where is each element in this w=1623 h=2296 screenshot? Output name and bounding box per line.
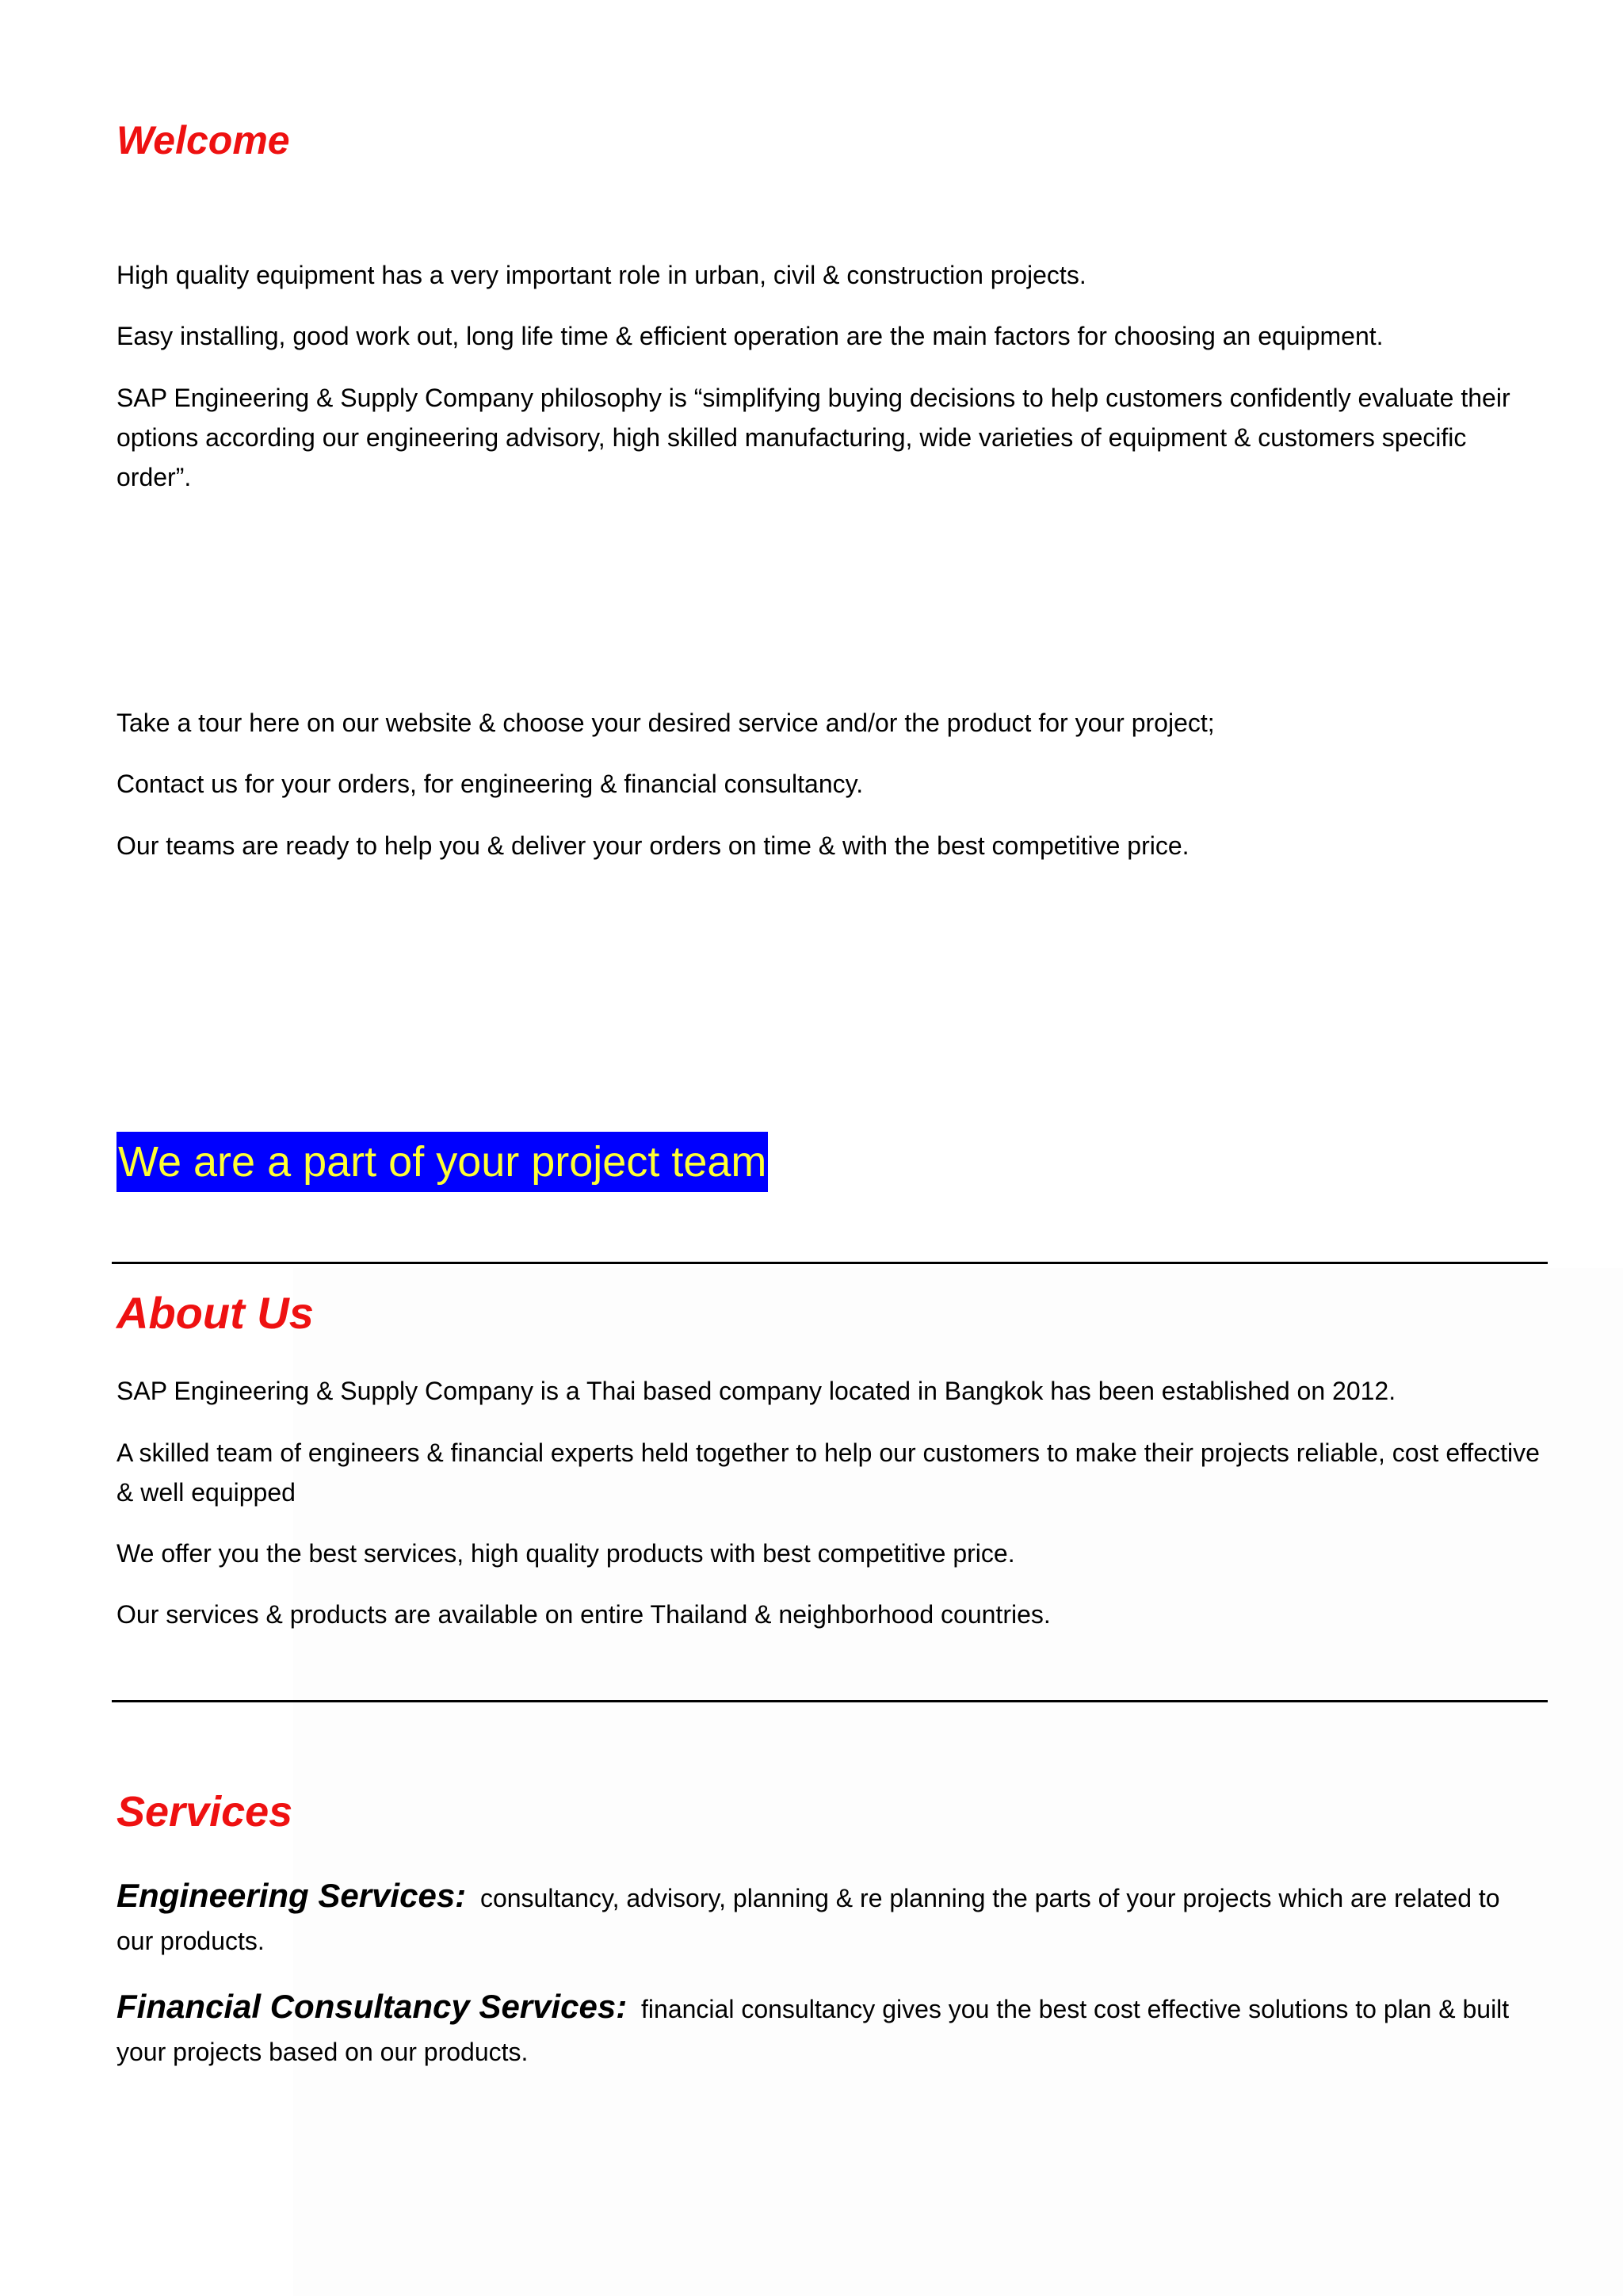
about-paragraph: Our services & products are available on entire Thailand & neighborhood countries. [116, 1600, 1051, 1629]
philosophy-paragraph: SAP Engineering & Supply Company philosophy is “simplifying buying decisions to help customers confidently evaluate their options according our engineering advisory, high skilled manufacturing, wide varieties of equipment & customers specific order”. [116, 384, 1510, 491]
financial-services-item [116, 1985, 1543, 2073]
welcome-heading: Welcome [116, 118, 290, 162]
about-paragraph: A skilled team of engineers & financial experts held together to help our customers to make their projects reliable, cost effective & well equipped [116, 1438, 1540, 1507]
welcome-paragraph: Our teams are ready to help you & deliver your orders on time & with the best competitive price. [116, 831, 1190, 860]
project-team-banner: We are a part of your project team [116, 1132, 768, 1192]
engineering-services-label: Engineering Services: [116, 1877, 467, 1914]
about-heading: About Us [116, 1288, 314, 1338]
welcome-paragraph: Take a tour here on our website & choose your desired service and/or the product for your project; [116, 709, 1215, 737]
section-divider [112, 1262, 1548, 1264]
welcome-paragraph: Contact us for your orders, for engineering & financial consultancy. [116, 770, 864, 798]
financial-services-text: financial consultancy gives you the best cost effective solutions to plan & built your projects based on our products. [116, 1995, 1510, 2066]
engineering-services-item [116, 1874, 1543, 1962]
section-divider [112, 1700, 1548, 1702]
engineering-services-text: consultancy, advisory, planning & re planning the parts of your projects which are related to our products. [116, 1884, 1500, 1955]
welcome-paragraph: Easy installing, good work out, long life time & efficient operation are the main factors for choosing an equipment. [116, 322, 1384, 350]
financial-services-label: Financial Consultancy Services: [116, 1988, 628, 2025]
welcome-paragraph: High quality equipment has a very important role in urban, civil & construction projects. [116, 261, 1086, 289]
background-panel [293, 1268, 1623, 2296]
about-paragraph: We offer you the best services, high quality products with best competitive price. [116, 1539, 1015, 1568]
services-heading: Services [116, 1788, 293, 1836]
about-paragraph: SAP Engineering & Supply Company is a Thai based company located in Bangkok has been established on 2012. [116, 1377, 1396, 1405]
